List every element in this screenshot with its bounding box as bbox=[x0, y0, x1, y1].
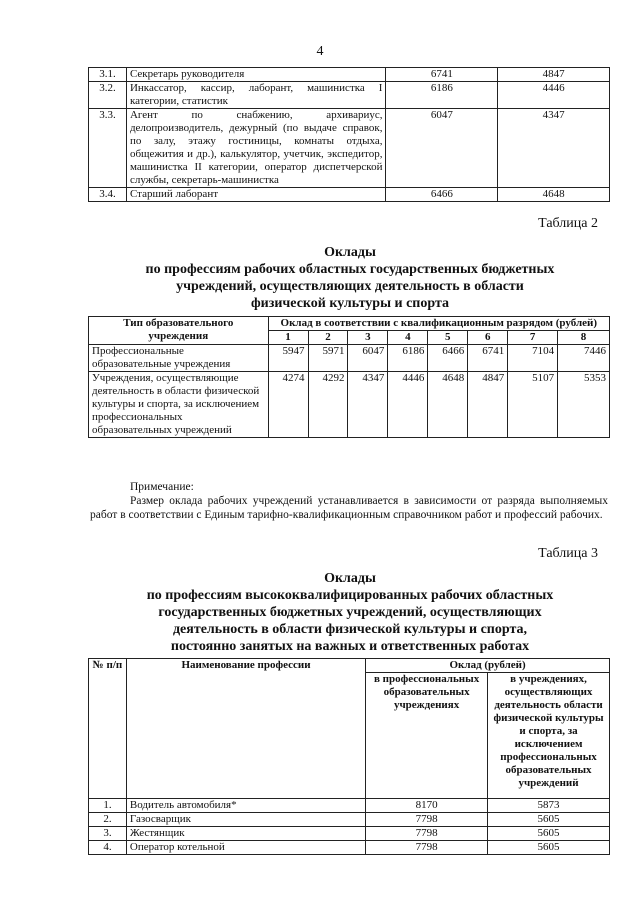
title-line: Оклады bbox=[324, 571, 376, 586]
table-row bbox=[89, 841, 610, 855]
salary-value: 6741 bbox=[468, 345, 508, 372]
note-title: Примечание: bbox=[130, 481, 194, 493]
table2-title bbox=[90, 244, 610, 312]
grade-header: 2 bbox=[308, 331, 348, 345]
position-name: Секретарь руководителя bbox=[126, 68, 386, 82]
salary-value: 7798 bbox=[366, 827, 488, 841]
institution-type: Профессиональные образовательные учреждения bbox=[89, 345, 269, 372]
salary-value: 4648 bbox=[498, 188, 610, 202]
grade-header: 5 bbox=[428, 331, 468, 345]
high-skill-workers-table bbox=[88, 658, 610, 855]
staff-salary-table bbox=[88, 67, 610, 202]
table-row bbox=[89, 827, 610, 841]
row-number: 3.3. bbox=[89, 109, 127, 188]
table3-title bbox=[90, 570, 610, 655]
profession-name: Жестянщик bbox=[126, 827, 365, 841]
salary-value: 5873 bbox=[488, 799, 610, 813]
title-line: постоянно занятых на важных и ответственных работах bbox=[170, 639, 530, 654]
salary-value: 7798 bbox=[366, 841, 488, 855]
table2-label: Таблица 2 bbox=[538, 216, 598, 231]
salary-value: 5605 bbox=[488, 813, 610, 827]
salary-value: 7446 bbox=[558, 345, 610, 372]
row-number: 3.4. bbox=[89, 188, 127, 202]
salary-value: 4274 bbox=[268, 372, 308, 438]
salary-value: 8170 bbox=[366, 799, 488, 813]
row-number: 4. bbox=[89, 841, 127, 855]
title-line: Оклады bbox=[324, 245, 376, 260]
grade-header: 7 bbox=[508, 331, 558, 345]
salary-value: 4347 bbox=[348, 372, 388, 438]
title-line: физической культуры и спорта bbox=[250, 296, 450, 311]
grade-header: 4 bbox=[388, 331, 428, 345]
table-row bbox=[89, 345, 610, 372]
header-salary: Оклад в соответствии с квалификационным разрядом (рублей) bbox=[268, 317, 609, 331]
table-row bbox=[89, 68, 610, 82]
salary-value: 7798 bbox=[366, 813, 488, 827]
salary-value: 5947 bbox=[268, 345, 308, 372]
salary-value: 5353 bbox=[558, 372, 610, 438]
salary-value: 4648 bbox=[428, 372, 468, 438]
header-col-sport: в учреждениях, осуществляющих деятельность области физической культуры и спорта, за исключением профессиональных образовательных учреждений bbox=[488, 673, 610, 799]
salary-value: 4847 bbox=[498, 68, 610, 82]
salary-value: 6186 bbox=[388, 345, 428, 372]
salary-value: 4847 bbox=[468, 372, 508, 438]
profession-name: Оператор котельной bbox=[126, 841, 365, 855]
table-row bbox=[89, 813, 610, 827]
row-number: 2. bbox=[89, 813, 127, 827]
grade-header: 6 bbox=[468, 331, 508, 345]
note-text: Размер оклада рабочих учреждений устанавливается в зависимости от разряда выполняемых работ в соответствии с Единым тарифно-квалификационным справочником работ и профессий рабочих. bbox=[90, 495, 608, 521]
title-line: по профессиям рабочих областных государственных бюджетных bbox=[145, 262, 555, 277]
title-line: по профессиям высококвалифицированных рабочих областных bbox=[146, 588, 554, 603]
salary-value: 6047 bbox=[348, 345, 388, 372]
grade-header: 3 bbox=[348, 331, 388, 345]
row-number: 1. bbox=[89, 799, 127, 813]
salary-value: 6047 bbox=[386, 109, 498, 188]
header-number: № п/п bbox=[89, 659, 127, 799]
title-line: государственных бюджетных учреждений, осуществляющих bbox=[158, 605, 542, 620]
title-line: учреждений, осуществляющих деятельность в области bbox=[176, 279, 524, 294]
table3-label: Таблица 3 bbox=[538, 546, 598, 561]
salary-value: 6466 bbox=[386, 188, 498, 202]
institution-type: Учреждения, осуществляющие деятельность в области физической культуры и спорта, за исключением профессиональных образовательных учреждений bbox=[89, 372, 269, 438]
row-number: 3. bbox=[89, 827, 127, 841]
profession-name: Водитель автомобиля* bbox=[126, 799, 365, 813]
salary-value: 4292 bbox=[308, 372, 348, 438]
salary-value: 5971 bbox=[308, 345, 348, 372]
salary-value: 6466 bbox=[428, 345, 468, 372]
grade-header: 1 bbox=[268, 331, 308, 345]
workers-salary-table bbox=[88, 316, 610, 438]
row-number: 3.1. bbox=[89, 68, 127, 82]
salary-value: 5605 bbox=[488, 841, 610, 855]
salary-value: 7104 bbox=[508, 345, 558, 372]
salary-value: 6741 bbox=[386, 68, 498, 82]
table-row bbox=[89, 372, 610, 438]
header-profession: Наименование профессии bbox=[126, 659, 365, 799]
page-number: 4 bbox=[316, 44, 324, 59]
salary-value: 4446 bbox=[388, 372, 428, 438]
position-name: Инкассатор, кассир, лаборант, машинистка I категории, статистик bbox=[126, 82, 386, 109]
table-row bbox=[89, 109, 610, 188]
table-row bbox=[89, 188, 610, 202]
table2-note bbox=[90, 480, 608, 522]
row-number: 3.2. bbox=[89, 82, 127, 109]
table-row bbox=[89, 82, 610, 109]
title-line: деятельность в области физической культуры и спорта, bbox=[172, 622, 528, 637]
salary-value: 6186 bbox=[386, 82, 498, 109]
salary-value: 4347 bbox=[498, 109, 610, 188]
table-row bbox=[89, 799, 610, 813]
header-salary: Оклад (рублей) bbox=[366, 659, 610, 673]
profession-name: Газосварщик bbox=[126, 813, 365, 827]
position-name: Агент по снабжению, архивариус, делопроизводитель, дежурный (по выдаче справок, по залу, этажу гостиницы, комнаты отдыха, общежития и др.), калькулятор, учетчик, экспедитор, машинистка II категории, оператор диспетчерской службы, секретарь-машинистка bbox=[126, 109, 386, 188]
header-institution-type: Тип образовательного учреждения bbox=[89, 317, 269, 345]
salary-value: 5605 bbox=[488, 827, 610, 841]
position-name: Старший лаборант bbox=[126, 188, 386, 202]
salary-value: 5107 bbox=[508, 372, 558, 438]
header-col-professional: в профессиональных образовательных учреждениях bbox=[366, 673, 488, 799]
salary-value: 4446 bbox=[498, 82, 610, 109]
grade-header: 8 bbox=[558, 331, 610, 345]
